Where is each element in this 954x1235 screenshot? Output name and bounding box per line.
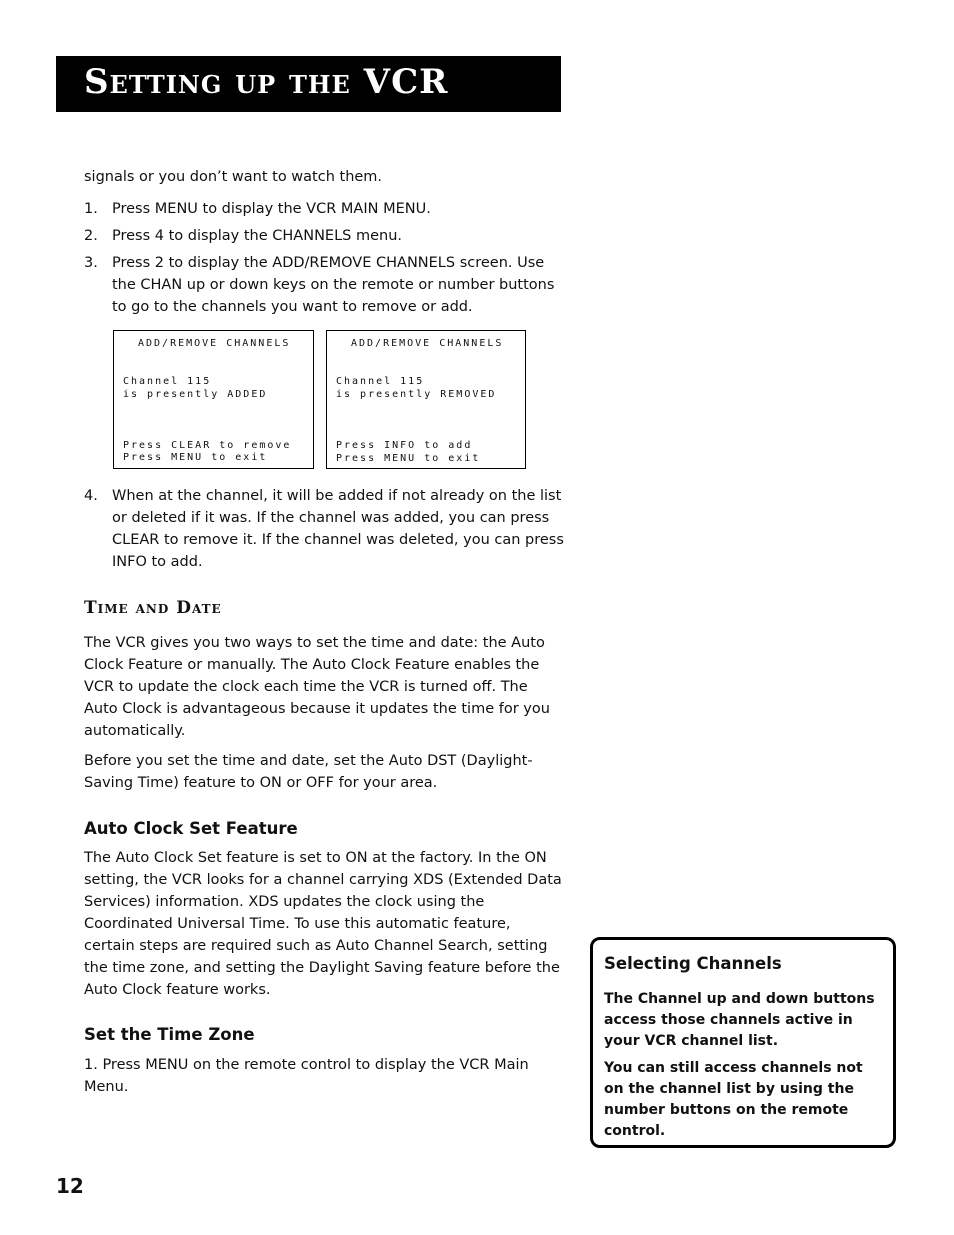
step-text: Press 2 to display the ADD/REMOVE CHANNELS screen. Use the CHAN up or down keys on the remote or number buttons to go to the channels you want to remove or add. xyxy=(112,255,555,315)
screen-removed xyxy=(326,330,526,469)
screen-line: Press INFO to add xyxy=(336,440,473,451)
screen-line: is presently ADDED xyxy=(123,389,268,400)
step-number: 4. xyxy=(84,488,98,504)
sidebar-note xyxy=(590,937,896,1148)
sidebar-title: Selecting Channels xyxy=(604,954,782,973)
section-heading-time-date: Time and Date xyxy=(84,598,222,618)
step-number: 3. xyxy=(84,255,98,271)
header-bar xyxy=(56,56,561,112)
screen-line: Channel 115 xyxy=(123,376,212,387)
screen-added xyxy=(113,330,314,469)
step-number: 1. xyxy=(84,201,98,217)
sidebar-paragraph: The Channel up and down buttons access those channels active in your VCR channel list. xyxy=(604,991,875,1049)
paragraph: 1. Press MENU on the remote control to display the VCR Main Menu. xyxy=(84,1057,529,1095)
paragraph: Before you set the time and date, set the Auto DST (Daylight-Saving Time) feature to ON or OFF for your area. xyxy=(84,753,533,791)
screen-title: ADD/REMOVE CHANNELS xyxy=(351,338,504,349)
screen-line: Press CLEAR to remove xyxy=(123,440,292,451)
sidebar-paragraph: You can still access channels not on the channel list by using the number buttons on the remote control. xyxy=(604,1060,863,1139)
subheading-auto-clock: Auto Clock Set Feature xyxy=(84,819,298,838)
page-title: Setting up the VCR xyxy=(84,62,449,102)
paragraph: The Auto Clock Set feature is set to ON at the factory. In the ON setting, the VCR looks for a channel carrying XDS (Extended Data Services) information. XDS updates the clock using the Coordinated Universal Time. To use this automatic feature, certain steps are required such as Auto Channel Search, setting the time zone, and setting the Daylight Saving feature before the Auto Clock feature works. xyxy=(84,850,562,998)
screen-line: Press MENU to exit xyxy=(123,452,268,463)
step-text: When at the channel, it will be added if not already on the list or deleted if it was. If the channel was added, you can press CLEAR to remove it. If the channel was deleted, you can press INFO to add. xyxy=(112,488,564,570)
step-text: Press MENU to display the VCR MAIN MENU. xyxy=(112,201,431,217)
step-text: Press 4 to display the CHANNELS menu. xyxy=(112,228,402,244)
screen-title: ADD/REMOVE CHANNELS xyxy=(138,338,291,349)
intro-fragment: signals or you don’t want to watch them. xyxy=(84,169,383,185)
step-number: 2. xyxy=(84,228,98,244)
paragraph: The VCR gives you two ways to set the time and date: the Auto Clock Feature or manually. The Auto Clock Feature enables the VCR to update the clock each time the VCR is turned off. The Auto Clock is advantageous because it updates the time for you automatically. xyxy=(84,635,550,739)
subheading-time-zone: Set the Time Zone xyxy=(84,1025,255,1044)
screen-line: Press MENU to exit xyxy=(336,453,481,464)
screen-line: is presently REMOVED xyxy=(336,389,497,400)
screen-line: Channel 115 xyxy=(336,376,425,387)
page-number: 12 xyxy=(56,1174,84,1198)
